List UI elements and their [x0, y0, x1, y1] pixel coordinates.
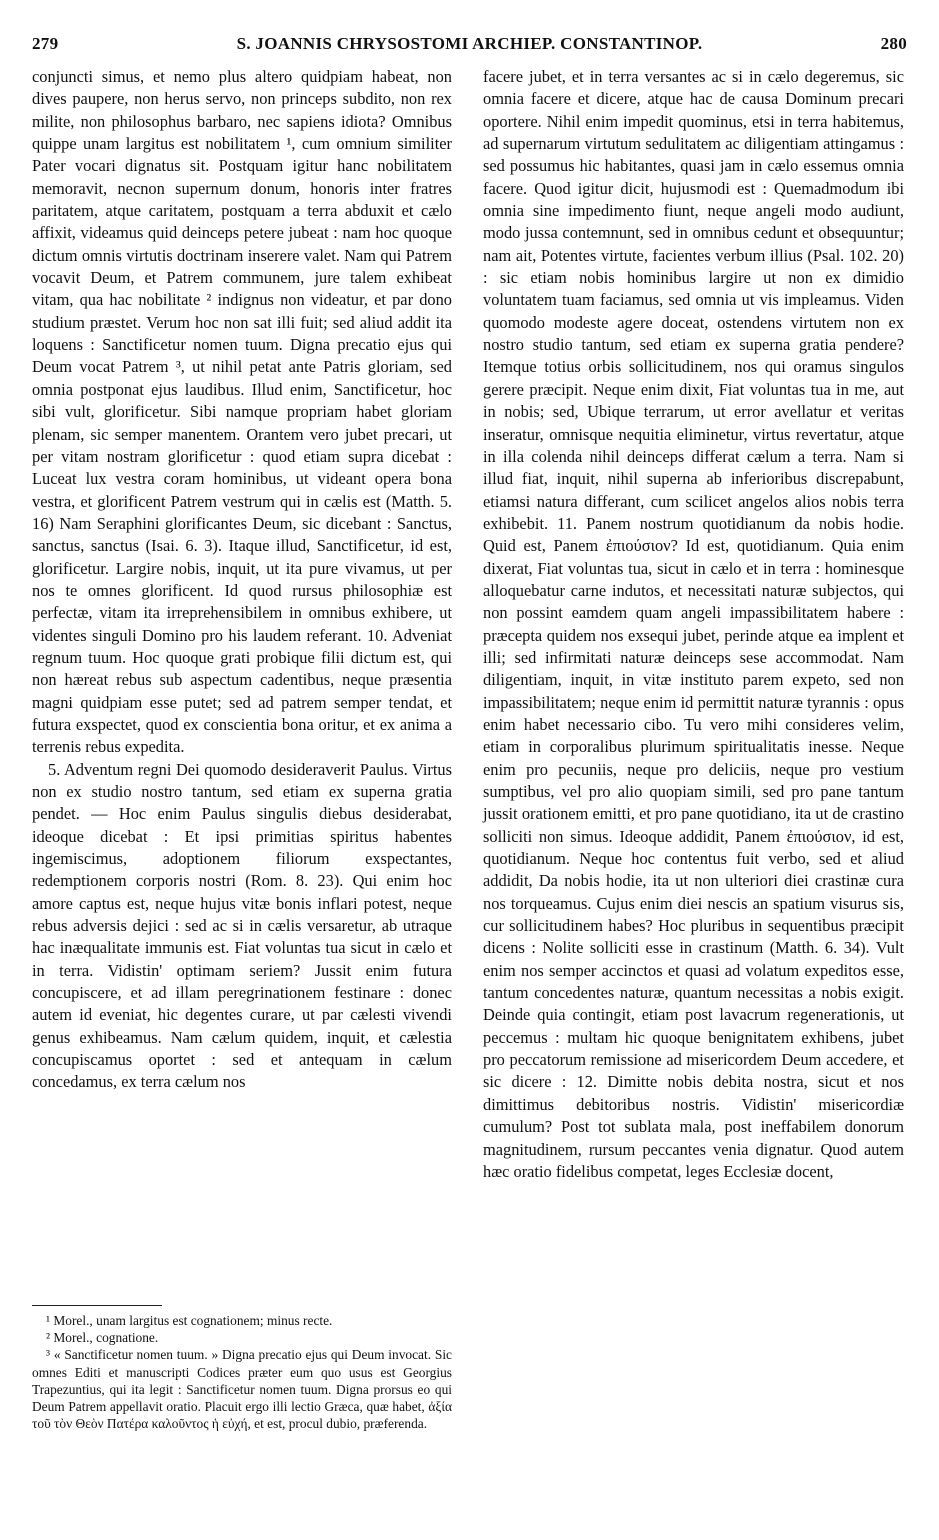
right-paragraph-1: facere jubet, et in terra versantes ac si in cælo degeremus, sic omnia facere et dicere, atque hac de causa Dominum precari oportere. Nihil enim impedit quominus, etsi in terra habitemus, ad supernarum virtutum sedulitatem ac diligentiam attingamus : sed possumus hic habitantes, quasi jam in cælo essemus omnia facere. Quod igitur dicit, hujusmodi est : Quemadmodum ibi omnia sine impedimento fiunt, neque angeli modo audiunt, modo jussa contemnunt, sed in omnibus cedunt et obsequuntur; nam ait, Potentes virtute, facientes verbum illius (Psal. 102. 20) : sic etiam nobis hominibus largire ut non ex dimidio voluntatem tuam faciamus, sed omnia ut vis impleamus. Viden quomodo modeste agere doceat, ostendens virtutem non ex nostro studio tantum, sed etiam ex superna gratia pendere? Itemque totius orbis sollicitudinem, nos qui oramus singulos gerere præcipit. Neque enim dixit, Fiat voluntas tua in me, aut in nobis; sed, Ubique terrarum, ut error avellatur et veritas inseratur, omnisque nequitia eliminetur, virtus revertatur, atque in illa colenda nihil deinceps differat cælum a terra. Nam si illud fiat, inquit, nihil superna ab inferioribus discrepabunt, etiamsi natura differant, cum scilicet angelos alios nobis terra exhibebit. 11. Panem nostrum quotidianum da nobis hodie. Quid est, Panem ἐπιούσιον? Id est, quotidianum. Quia enim dixerat, Fiat voluntas tua, sicut in cælo et in terra : hominesque alloquebatur carne indutos, et necessitati naturæ subjectos, qui non possint eamdem quam angeli impassibilitatem habere : præcepta quidem nos exsequi jubet, perinde atque ea implent et illi; sed infirmitati naturæ deinceps sese accommodat. Nam diligentiam, inquit, in vitæ instituto parem expeto, sed non impassibilitatem; neque enim id permittit naturæ tyrannis : opus enim habet necessario cibo. Tu vero mihi consideres velim, etiam in corporalibus plurimum spiritualitatis inesse. Neque enim pro pecuniis, neque pro deliciis, neque pro vestium sumptibus, vel pro alio quopiam simili, sed pro pane tantum jussit orationem emitti, et pro pane quotidiano, ita ut de crastino solliciti non simus. Ideoque addidit, Panem ἐπιούσιον, id est, quotidianum. Neque hoc contentus fuit verbo, sed et aliud addidit, Da nobis hodie, ita ut non ulteriori diei crastinæ cura nos torqueamus. Cujus enim diei nescis an spatium visurus sis, cur sollicitudinem habes? Hoc pluribus in sequentibus præcipit dicens : Nolite solliciti esse in crastinum (Matth. 6. 34). Vult enim nos semper accinctos et quasi ad volatum expeditos esse, tantum concedentes naturæ, quantum necessitas a nobis exigit. Deinde quia contingit, etiam post lavacrum regenerationis, ut peccemus : multam hic quoque benignitatem exhibens, jubet pro peccatorum remissione ad misericordem Deum accedere, et sic dicere : 12. Dimitte nobis debita nostra, sicut et nos dimittimus debitoribus nostris. Vidistin' misericordiæ cumulum? Post tot sublata mala, post ineffabilem donorum magnitudinem, rursum peccantes venia dignatur. Quod autem hæc oratio fidelibus competat, leges Ecclesiæ docent,	[483, 67, 904, 1181]
page-number-left: 279	[32, 34, 59, 53]
left-column	[32, 66, 452, 1094]
footnote-1: ¹ Morel., unam largitus est cognationem; minus recte.	[46, 1313, 333, 1328]
left-paragraph-1: conjuncti simus, et nemo plus altero quidpiam habeat, non dives paupere, non herus servo, non princeps subdito, non rex milite, non philosophus barbaro, nec sapiens idiota? Omnibus quippe unam largitus est nobilitatem ¹, cum omnium similiter Pater vocari dignatus sit. Postquam igitur hanc nobilitatem memoravit, necnon supernum donum, honoris inter fratres paritatem, atque caritatem, postquam a terra abduxit et cælo affixit, videamus quid deinceps petere jubeat : nam hoc quoque dictum omnis virtutis doctrinam inserere valet. Nam qui Patrem vocavit Deum, et Patrem communem, jure talem exhibeat vitam, qua hac nobilitate ² indignus non videatur, et par dono studium præstet. Verum hoc non sat illi fuit; sed aliud addit ita loquens : Sanctificetur nomen tuum. Digna precatio ejus qui Deum vocat Patrem ³, ut nihil petat ante Patris gloriam, sed omnia postponat ejus laudibus. Illud enim, Sanctificetur, hoc sibi vult, glorificetur. Sibi namque propriam habet gloriam plenam, sic semper manentem. Orantem vero jubet precari, ut per vitam nostram glorificetur : quod etiam supra dicebat : Luceat lux vestra coram hominibus, ut videant opera bona vestra, et glorificent Patrem vestrum qui in cælis est (Matth. 5. 16) Nam Seraphini glorificantes Deum, sic dicebant : Sanctus, sanctus, sanctus (Isai. 6. 3). Itaque illud, Sanctificetur, id est, glorificetur. Largire nobis, inquit, ut ita pure vivamus, ut per nos te omnes glorificent. Id quod rursus philosophiæ est perfectæ, vitam ita irreprehensibilem in omnibus exhibere, ut videntes singuli Domino pro his laudem referant. 10. Adveniat regnum tuum. Hoc quoque grati probique filii dictum est, qui non hæreat rebus sub aspectum cadentibus, neque præsentia magni quidpiam esse putet; sed ad patrem semper tendat, et futura exspectet, quod ex conscientia bona oritur, et ex anima a terrenis rebus expedita.	[32, 67, 452, 757]
running-header	[32, 34, 907, 60]
footnote-3: ³ « Sanctificetur nomen tuum. » Digna precatio ejus qui Deum invocat. Sic omnes Editi et manuscripti Codices præter eum quo usus est Georgius Trapezuntius, qui ita legit : Sanctificetur nomen tuum. Digna prorsus eo qui Deum Patrem appellavit oratio. Placuit ergo illi lectio Græca, quæ habet, ἀξία τοῦ τὸν Θεὸν Πατέρα καλοῦντος ἡ εὐχή, et est, procul dubio, præferenda.	[32, 1347, 452, 1432]
footnote-2: ² Morel., cognatione.	[46, 1330, 159, 1346]
footnotes	[32, 1312, 452, 1432]
footnote-divider	[32, 1305, 162, 1306]
left-paragraph-2: 5. Adventum regni Dei quomodo desideraverit Paulus. Virtus non ex studio nostro tantum, sed etiam ex superna gratia pendet. — Hoc enim Paulus singulis diebus desiderabat, ideoque dicebat : Et ipsi primitias spiritus habentes ingemiscimus, adoptionem filiorum exspectantes, redemptionem corporis nostri (Rom. 8. 23). Qui enim hoc amore captus est, neque hujus vitæ bonis inflari potest, neque rebus adversis dejici : sed ac si in cælis versaretur, ab utraque hac inæqualitate immunis est. Fiat voluntas tua sicut in cælo et in terra. Vidistin' optimam seriem? Jussit enim futura concupiscere, et ad illam peregrinationem festinare : donec autem id eveniat, hic degentes curare, ut par cælesti vivendi genus exhibeamus. Nam cælum quidem, inquit, et cælestia concupiscamus oportet : sed et antequam in cælum concedamus, ex terra cælum nos	[32, 759, 452, 1092]
right-column	[483, 66, 904, 1183]
page-number-right: 280	[880, 34, 907, 53]
running-title: S. JOANNIS CHRYSOSTOMI ARCHIEP. CONSTANTINOP.	[236, 34, 703, 53]
